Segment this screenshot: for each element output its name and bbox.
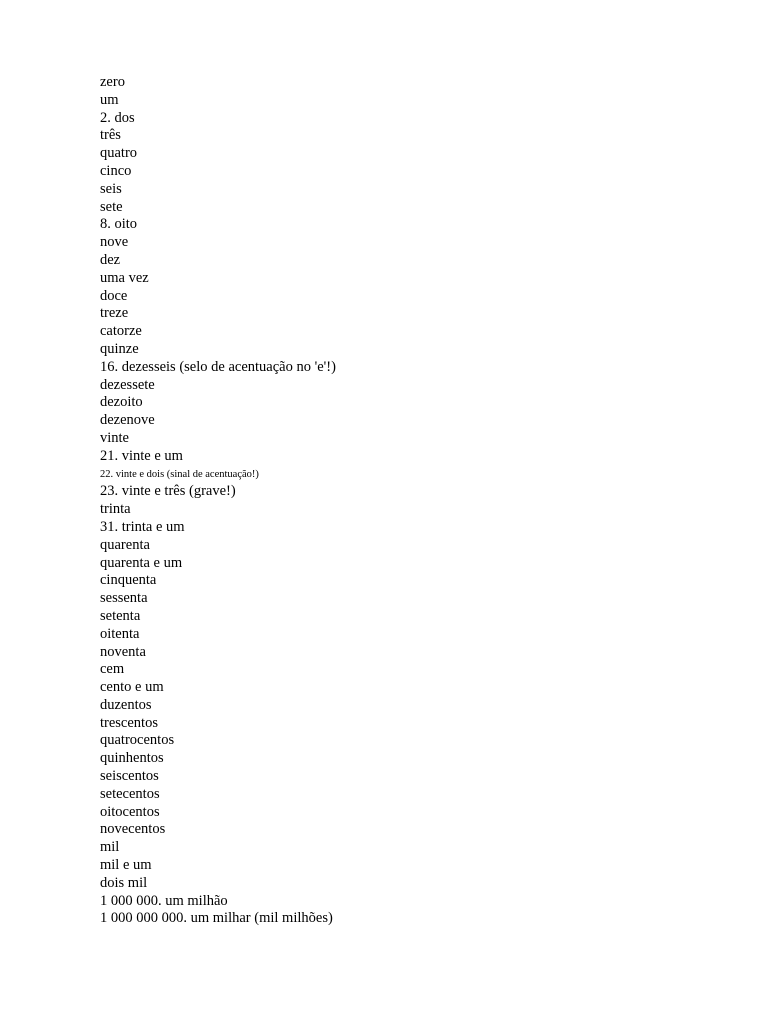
list-line: 21. vinte e um [100, 447, 183, 464]
list-line: seiscentos [100, 768, 159, 785]
list-line: quarenta [100, 536, 150, 553]
list-line: 23. vinte e três (grave!) [100, 483, 236, 500]
list-line-small: 22. vinte e dois (sinal de acentuação!) [100, 468, 259, 480]
list-line: 1 000 000. um milhão [100, 892, 228, 909]
list-line: três [100, 127, 121, 144]
list-line: cento e um [100, 679, 164, 696]
list-line: doce [100, 287, 128, 304]
list-line: zero [100, 74, 125, 90]
list-line: dez [100, 251, 121, 268]
list-line: um [100, 91, 119, 108]
list-line: dois mil [100, 874, 148, 891]
list-line: 2. dos [100, 109, 135, 126]
list-line: duzentos [100, 696, 152, 713]
list-line: 31. trinta e um [100, 518, 185, 535]
number-word-list [100, 74, 720, 928]
list-line: sete [100, 198, 123, 215]
list-line: noventa [100, 643, 146, 660]
list-line: setenta [100, 607, 141, 624]
list-line: quarenta e um [100, 554, 183, 571]
list-line: trinta [100, 501, 131, 518]
list-line: quatrocentos [100, 732, 175, 749]
list-line: oitenta [100, 625, 140, 642]
list-line: cinquenta [100, 572, 157, 589]
list-line: 16. dezesseis (selo de acentuação no 'e'!) [100, 358, 336, 375]
list-line: uma vez [100, 269, 149, 286]
list-line: cinco [100, 162, 132, 179]
list-line: vinte [100, 429, 129, 446]
list-line: trescentos [100, 714, 158, 731]
list-line: catorze [100, 323, 142, 340]
list-line: oitocentos [100, 803, 160, 820]
list-line: nove [100, 234, 129, 251]
list-line: setecentos [100, 785, 160, 802]
list-line: quinze [100, 340, 139, 357]
list-line: quinhentos [100, 750, 164, 767]
list-line: seis [100, 180, 122, 197]
list-line: novecentos [100, 821, 166, 838]
list-line: dezenove [100, 412, 155, 429]
list-line: mil [100, 839, 120, 856]
list-line: dezoito [100, 394, 143, 411]
list-line: 8. oito [100, 216, 138, 233]
list-line: quatro [100, 145, 138, 162]
list-line: sessenta [100, 590, 148, 607]
list-line: treze [100, 305, 129, 322]
list-line: mil e um [100, 857, 152, 874]
list-line: 1 000 000 000. um milhar (mil milhões) [100, 910, 333, 927]
list-line: dezessete [100, 376, 155, 393]
list-line: cem [100, 661, 125, 678]
